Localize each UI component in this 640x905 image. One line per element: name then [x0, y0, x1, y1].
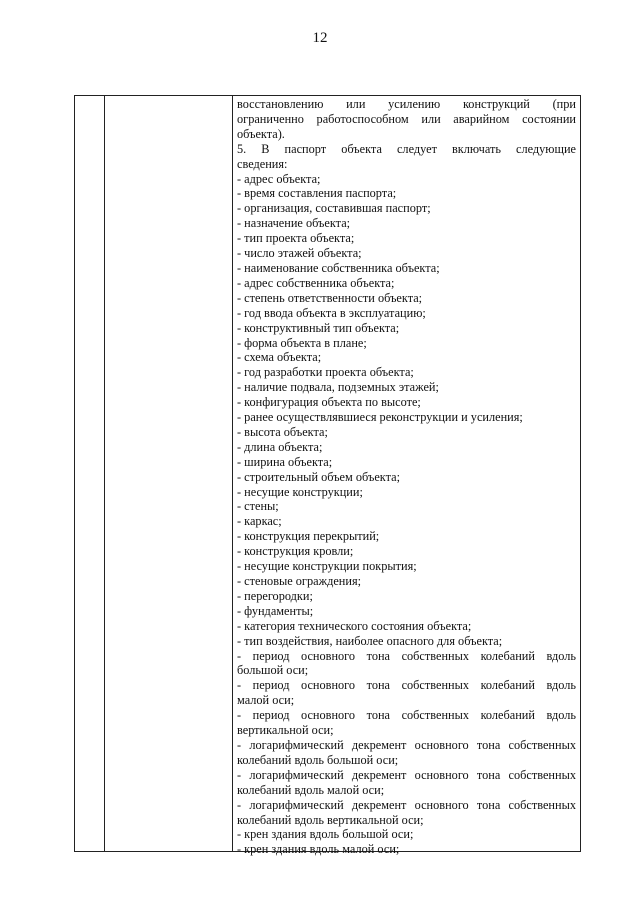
list-item: - наименование собственника объекта; — [237, 260, 440, 275]
list-item: - стеновые ограждения; — [237, 574, 362, 588]
page-number: 12 — [312, 30, 328, 46]
list-item: - назначение объекта; — [237, 216, 351, 231]
list-item: - несущие конструкции покрытия; — [237, 559, 417, 574]
list-item: - организация, составившая паспорт; — [237, 201, 431, 216]
list-item: - категория технического состояния объекта; — [237, 618, 472, 633]
list-item: - высота объекта; — [237, 424, 328, 439]
list-item: - несущие конструкции; — [237, 484, 363, 499]
list-item: - год ввода объекта в эксплуатацию; — [237, 305, 426, 320]
list-item: - перегородки; — [237, 588, 313, 603]
intro-line: объекта). — [237, 126, 285, 141]
list-item: - форма объекта в плане; — [237, 335, 367, 350]
wrapped-item-line: большой оси; — [237, 663, 309, 678]
wrapped-item-line: - логарифмический декремент основного тона собственных — [237, 797, 576, 812]
list-item: - число этажей объекта; — [237, 246, 362, 261]
list-item: - конструктивный тип объекта; — [237, 320, 400, 335]
wrapped-item-line: - логарифмический декремент основного тона собственных — [237, 737, 576, 752]
wrapped-item-line: колебаний вдоль большой оси; — [237, 752, 399, 767]
list-item: - адрес объекта; — [237, 171, 321, 186]
list-item: - конфигурация объекта по высоте; — [237, 395, 421, 410]
wrapped-item-line: вертикальной оси; — [237, 723, 334, 738]
list-item: - год разработки проекта объекта; — [237, 365, 414, 380]
wrapped-item-line: - период основного тона собственных колебаний вдоль — [237, 678, 576, 693]
intro-line: восстановлению или усилению конструкций (при — [237, 97, 576, 111]
wrapped-item-line: - период основного тона собственных колебаний вдоль — [237, 708, 576, 723]
list-item: - схема объекта; — [237, 350, 322, 365]
list-item: - время составления паспорта; — [237, 186, 397, 201]
section-heading: 5. В паспорт объекта следует включать следующие — [237, 141, 576, 156]
wrapped-item-line: - период основного тона собственных колебаний вдоль — [237, 648, 576, 663]
wrapped-item-line: - логарифмический декремент основного тона собственных — [237, 767, 576, 782]
list-item: - стены; — [237, 499, 279, 514]
list-item: - ранее осуществлявшиеся реконструкции и усиления; — [237, 410, 523, 425]
table-content-cell — [237, 97, 576, 857]
list-item: - тип воздействия, наиболее опасного для объекта; — [237, 633, 503, 648]
intro-line: ограниченно работоспособном или аварийном состоянии — [237, 111, 576, 126]
list-item: - длина объекта; — [237, 439, 323, 454]
wrapped-item-line: колебаний вдоль малой оси; — [237, 782, 385, 797]
list-item: - конструкция перекрытий; — [237, 529, 380, 544]
wrapped-item-line: малой оси; — [237, 693, 295, 708]
document-table — [74, 95, 581, 857]
list-item: - каркас; — [237, 514, 282, 529]
wrapped-item-line: колебаний вдоль вертикальной оси; — [237, 812, 424, 827]
list-item: - наличие подвала, подземных этажей; — [237, 380, 439, 395]
list-item: - строительный объем объекта; — [237, 469, 400, 484]
list-item: - фундаменты; — [237, 603, 314, 618]
list-item: - тип проекта объекта; — [237, 231, 355, 246]
list-item: - адрес собственника объекта; — [237, 275, 395, 290]
list-item: - крен здания вдоль малой оси; — [237, 842, 400, 857]
list-item: - ширина объекта; — [237, 454, 333, 469]
column-divider — [104, 96, 105, 851]
list-item: - конструкция кровли; — [237, 544, 354, 559]
list-item: - крен здания вдоль большой оси; — [237, 827, 414, 842]
section-heading: сведения: — [237, 156, 288, 171]
list-item: - степень ответственности объекта; — [237, 290, 423, 305]
column-divider — [232, 96, 233, 851]
